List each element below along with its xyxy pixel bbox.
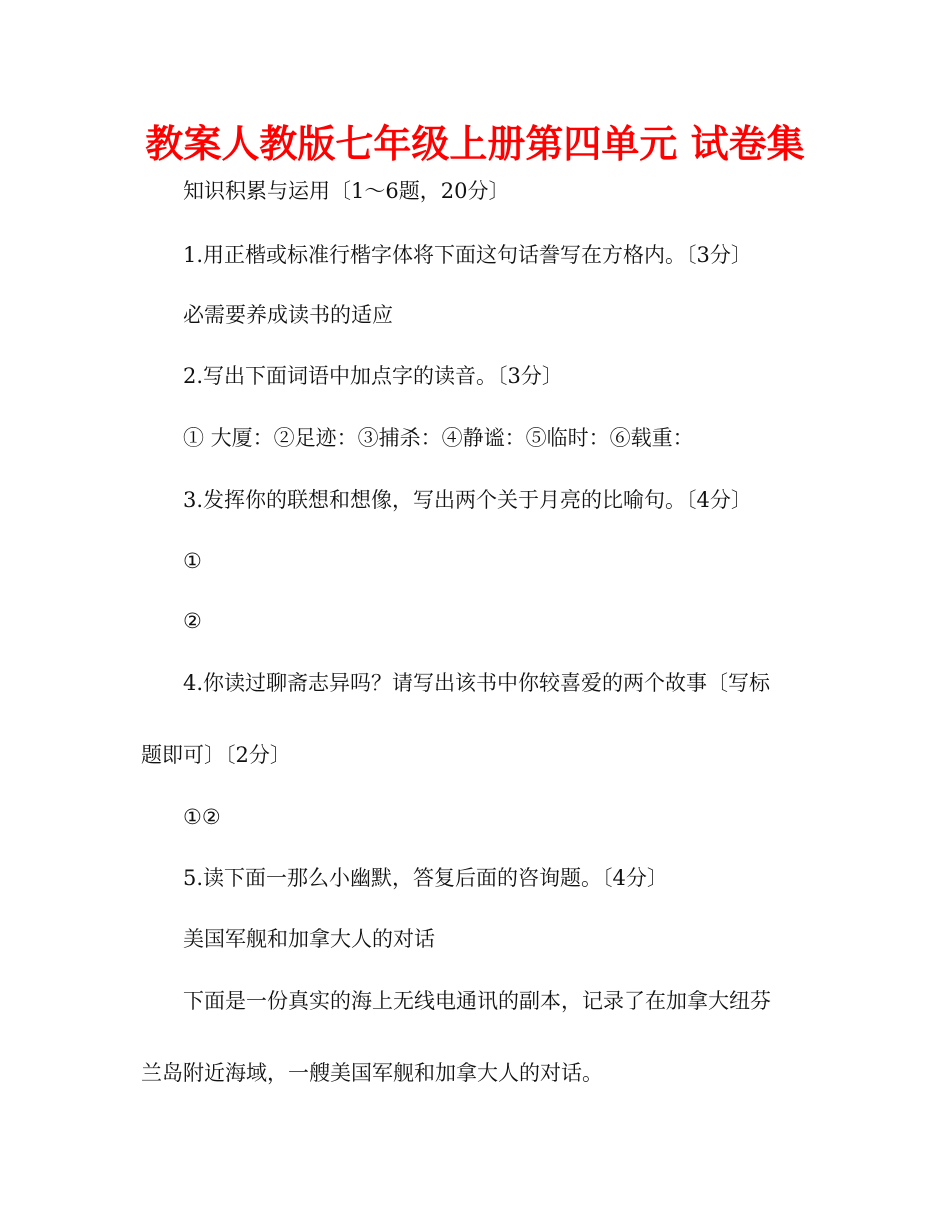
section-heading: 知识积累与运用〔1～6题，20分〕 xyxy=(183,179,510,203)
question-4-continued: 题即可〕〔2分〕 xyxy=(141,743,291,767)
question-2-words: ① 大厦：②足迹：③捕杀：④静谧：⑤临时：⑥载重： xyxy=(183,426,694,450)
answer-marker-2: ② xyxy=(183,609,202,633)
document-title: 教案人教版七年级上册第四单元 试卷集 xyxy=(145,122,805,166)
question-1-sentence: 必需要养成读书的适应 xyxy=(183,303,393,327)
question-3: 3.发挥你的联想和想像，写出两个关于月亮的比喻句。〔4分〕 xyxy=(183,488,752,512)
passage-paragraph: 下面是一份真实的海上无线电通讯的副本，记录了在加拿大纽芬 xyxy=(183,989,771,1013)
question-4: 4.你读过聊斋志异吗？请写出该书中你较喜爱的两个故事〔写标 xyxy=(183,671,771,695)
passage-title: 美国军舰和加拿大人的对话 xyxy=(183,927,435,951)
question-2: 2.写出下面词语中加点字的读音。〔3分〕 xyxy=(183,364,563,388)
question-1: 1.用正楷或标准行楷字体将下面这句话誊写在方格内。〔3分〕 xyxy=(183,243,752,267)
answer-marker-1: ① xyxy=(183,549,202,573)
answer-markers-4: ①② xyxy=(183,805,221,829)
passage-paragraph-continued: 兰岛附近海域，一艘美国军舰和加拿大人的对话。 xyxy=(141,1061,603,1085)
question-5: 5.读下面一那么小幽默，答复后面的咨询题。〔4分〕 xyxy=(183,866,668,890)
